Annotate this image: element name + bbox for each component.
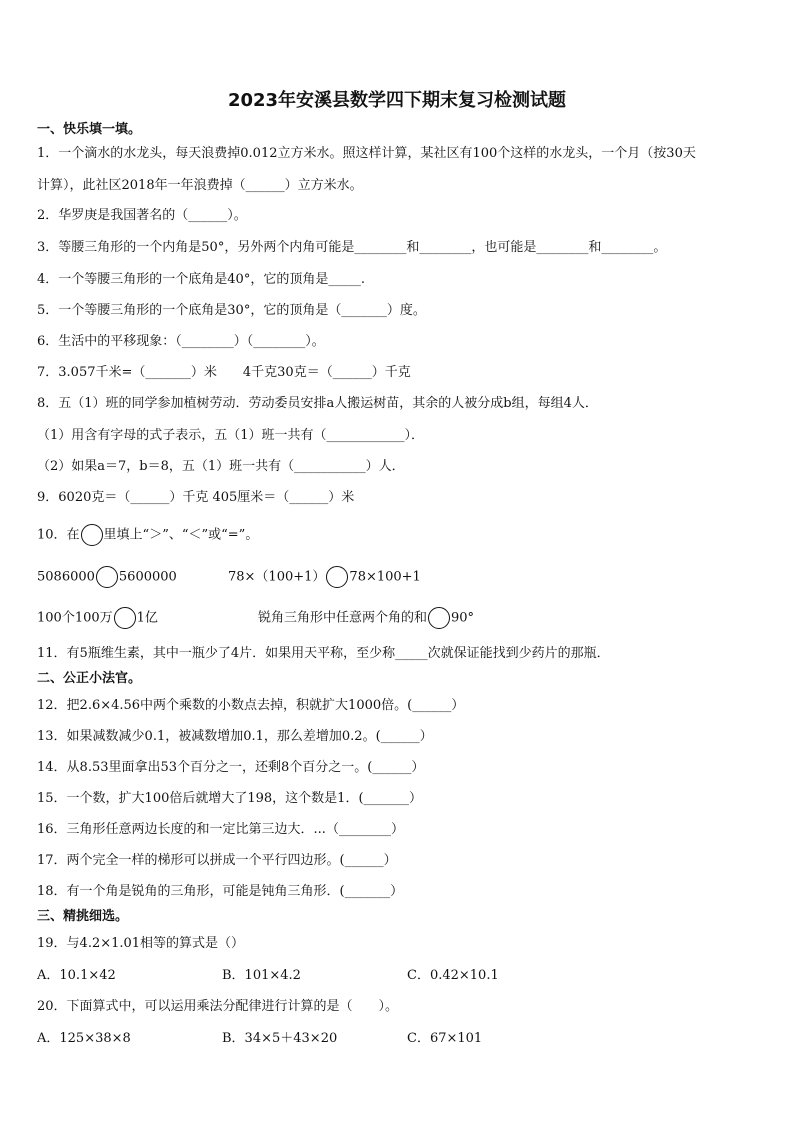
question-11: 11．有5瓶维生素，其中一瓶少了4片．如果用天平称，至少称_____次就保证能找到少药片的那瓶．	[37, 646, 610, 661]
question-7: 7．3.057千米=（_______）米 4千克30克＝（______）千克	[37, 365, 411, 380]
question-19: 19．与4.2×1.01相等的算式是（）	[37, 936, 245, 951]
answer-circle[interactable]	[96, 566, 118, 588]
section-2-heading: 二、公正小法官。	[37, 671, 142, 686]
answer-circle[interactable]	[114, 607, 136, 629]
comparison-3	[37, 607, 158, 629]
question-19-option-b[interactable]: B．101×4.2	[222, 968, 301, 983]
question-2: 2．华罗庚是我国著名的（______）。	[37, 208, 247, 223]
question-17: 17．两个完全一样的梯形可以拼成一个平行四边形。(______）	[37, 853, 397, 868]
comparison-2-right: 78×100+1	[349, 569, 421, 585]
question-12: 12．把2.6×4.56中两个乘数的小数点去掉，积就扩大1000倍。(______）	[37, 698, 465, 713]
question-9: 9．6020克＝（______）千克 405厘米＝（______）米	[37, 490, 355, 505]
question-1-line-1: 1．一个滴水的水龙头，每天浪费掉0.012立方米水。照这样计算，某社区有100个这样的水龙头，一个月（按30天	[37, 146, 696, 161]
question-8-part-2: （2）如果a＝7，b＝8，五（1）班一共有（___________）人．	[37, 459, 405, 474]
question-14: 14．从8.53里面拿出53个百分之一，还剩8个百分之一。(______）	[37, 760, 425, 775]
question-19-option-a[interactable]: A．10.1×42	[37, 968, 116, 983]
question-6: 6．生活中的平移现象：（________）（________）。	[37, 334, 325, 349]
comparison-1-right: 5600000	[118, 569, 177, 585]
question-8: 8．五（1）班的同学参加植树劳动．劳动委员安排a人搬运树苗，其余的人被分成b组，每组4人．	[37, 396, 598, 411]
comparison-4-right: 90°	[451, 610, 475, 626]
question-10-prefix: 10．在	[37, 527, 80, 543]
question-1-line-2: 计算），此社区2018年一年浪费掉（______）立方米水。	[37, 178, 363, 193]
comparison-2-left: 78×（100+1）	[228, 569, 326, 585]
question-19-option-c[interactable]: C．0.42×10.1	[407, 968, 499, 983]
question-3: 3．等腰三角形的一个内角是50°，另外两个内角可能是________和________，也可能是________和________。	[37, 240, 667, 255]
comparison-2	[228, 566, 421, 588]
comparison-3-right: 1亿	[136, 610, 158, 626]
section-1-heading: 一、快乐填一填。	[37, 122, 142, 137]
question-20-option-b[interactable]: B．34×5＋43×20	[222, 1031, 338, 1046]
answer-circle[interactable]	[326, 566, 348, 588]
question-20: 20．下面算式中，可以运用乘法分配律进行计算的是（ ）。	[37, 999, 399, 1014]
answer-circle[interactable]	[81, 524, 103, 546]
question-5: 5．一个等腰三角形的一个底角是30°，它的顶角是（_______）度。	[37, 303, 426, 318]
question-20-option-a[interactable]: A．125×38×8	[37, 1031, 131, 1046]
comparison-1	[37, 566, 177, 588]
question-15: 15．一个数，扩大100倍后就增大了198，这个数是1．(_______）	[37, 791, 423, 806]
page-title: 2023年安溪县数学四下期末复习检测试题	[227, 90, 567, 111]
answer-circle[interactable]	[428, 607, 450, 629]
question-4: 4．一个等腰三角形的一个底角是40°，它的顶角是_____.	[37, 272, 365, 287]
question-10	[37, 524, 258, 546]
question-8-part-1: （1）用含有字母的式子表示，五（1）班一共有（____________）．	[37, 428, 425, 443]
section-3-heading: 三、精挑细选。	[37, 909, 129, 924]
comparison-3-left: 100个100万	[37, 610, 113, 626]
question-18: 18．有一个角是锐角的三角形，可能是钝角三角形．(_______）	[37, 884, 404, 899]
question-20-option-c[interactable]: C．67×101	[407, 1031, 483, 1046]
question-16: 16．三角形任意两边长度的和一定比第三边大．...（________）	[37, 822, 404, 837]
comparison-4	[258, 607, 474, 629]
comparison-4-left: 锐角三角形中任意两个角的和	[258, 610, 428, 626]
question-10-instruction: 里填上“＞”、“＜”或“=”。	[103, 527, 259, 543]
comparison-1-left: 5086000	[37, 569, 95, 585]
question-13: 13．如果减数减少0.1，被减数增加0.1，那么差增加0.2。(______）	[37, 729, 433, 744]
